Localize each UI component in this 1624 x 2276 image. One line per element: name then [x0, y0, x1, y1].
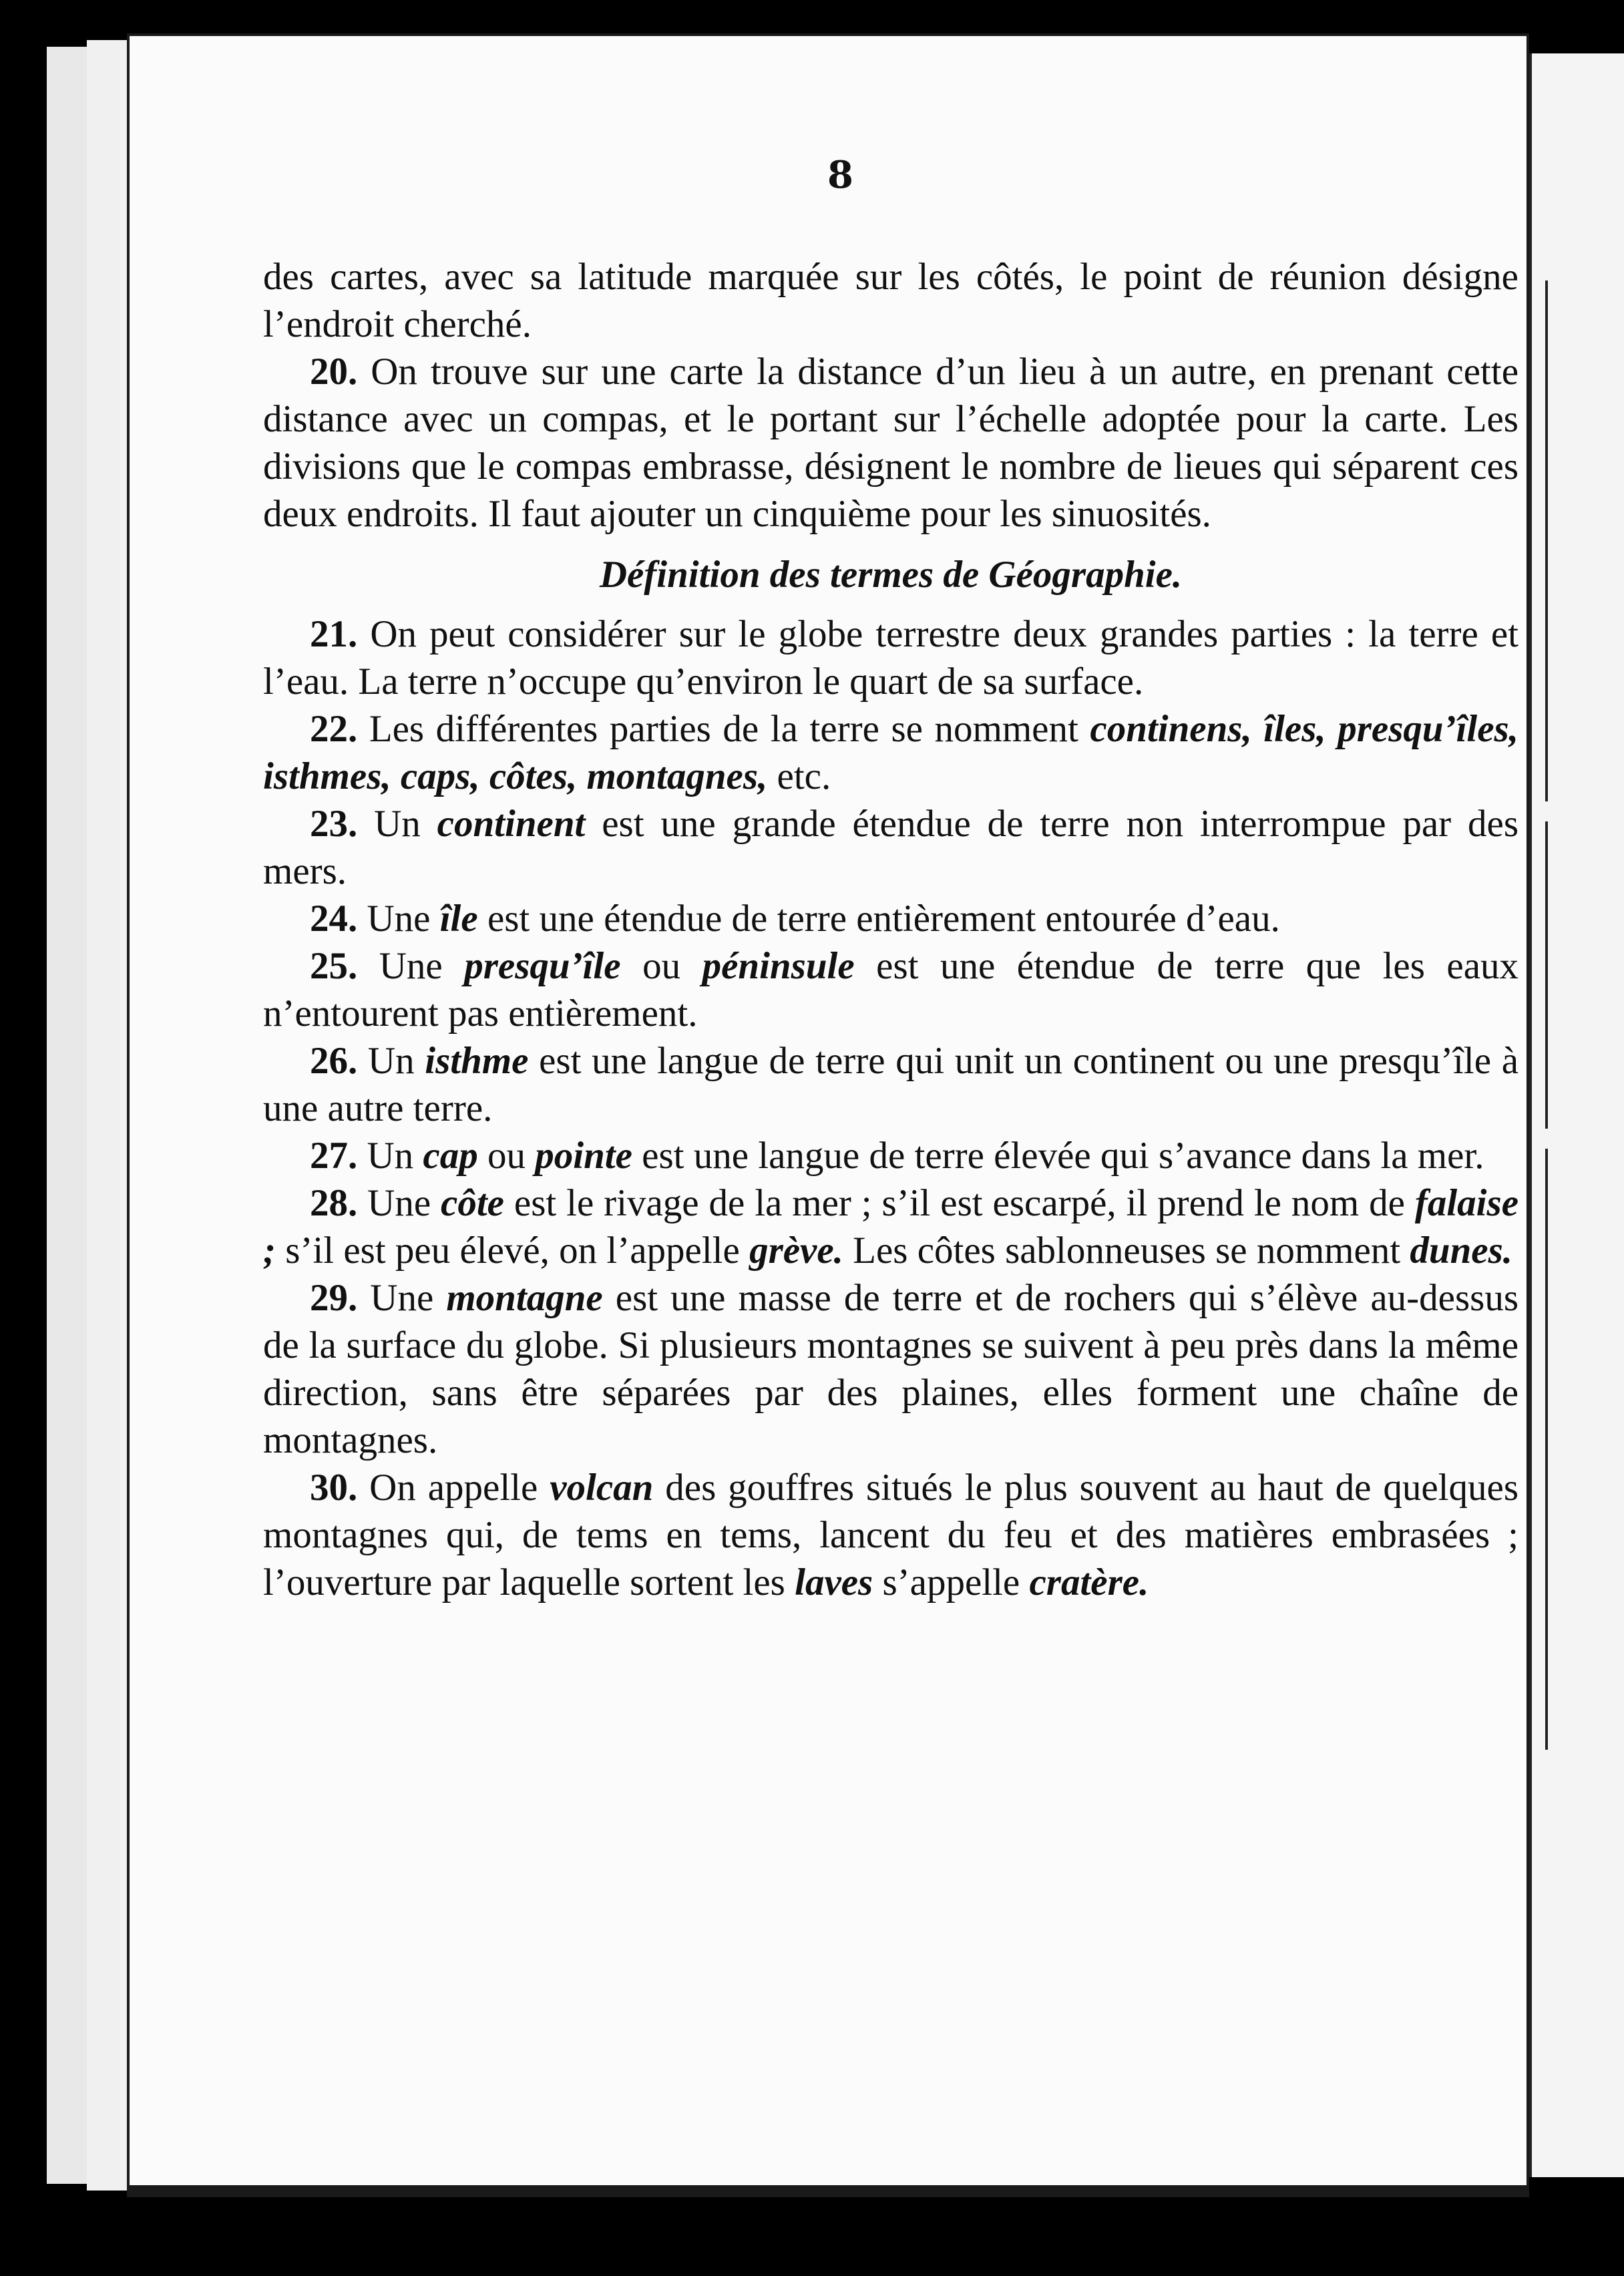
- numbered-paragraph: [263, 348, 1518, 538]
- paragraph-number: 21.: [310, 613, 358, 655]
- italic-term: côte: [441, 1182, 504, 1224]
- paragraph-number: 22.: [310, 708, 358, 750]
- paragraph-text: Une: [357, 945, 465, 987]
- italic-term: falaise ;: [263, 1182, 1518, 1272]
- paragraph-text: ou: [477, 1135, 536, 1177]
- paragraph-text: Une: [357, 1277, 447, 1319]
- paragraph-number: 25.: [310, 945, 358, 987]
- numbered-paragraph: [263, 942, 1518, 1037]
- paragraph-text: On appelle: [357, 1467, 550, 1509]
- paragraph-text: est une étendue de terre que les eaux n’entourent pas entièrement.: [263, 945, 1519, 1034]
- paragraph-text: ou: [620, 945, 702, 987]
- facing-page-edge: [1529, 53, 1624, 2177]
- italic-term: laves: [795, 1561, 873, 1603]
- italic-term: pointe: [535, 1135, 632, 1177]
- italic-term: cap: [423, 1135, 478, 1177]
- italic-term: montagne: [446, 1277, 603, 1319]
- page-number: 8: [827, 153, 853, 197]
- paragraph-text: Un: [357, 1135, 423, 1177]
- page-text-body: [263, 253, 1518, 1606]
- paragraph-number: 28.: [310, 1182, 358, 1224]
- paragraph-text: Les côtes sablonneuses se nomment: [843, 1229, 1410, 1272]
- numbered-paragraph: [263, 610, 1518, 705]
- italic-term: continens, îles, presqu’îles, isthmes, caps, côtes, montagnes,: [263, 708, 1518, 797]
- paragraph-number: 24.: [310, 898, 358, 940]
- italic-term: isthme: [425, 1040, 529, 1082]
- paragraph-text: Une: [357, 898, 440, 940]
- numbered-paragraph: [263, 1179, 1518, 1274]
- italic-term: grève.: [749, 1229, 843, 1272]
- paragraph-text: est une langue de terre élevée qui s’avance dans la mer.: [632, 1135, 1484, 1177]
- paragraph-number: 20.: [310, 351, 358, 393]
- paragraph-text: On trouve sur une carte la distance d’un lieu à un autre, en prenant cette distance avec un compas, et le portant sur l’échelle adoptée pour la carte. Les divisions que le compas embrasse, désignent le nombre de lieues qui séparent ces deux endroits. Il faut ajouter un cinquième pour les sinuosités.: [263, 351, 1518, 535]
- paragraph-text: est une masse de terre et de rochers qui s’élève au-dessus de la surface du globe. Si plusieurs montagnes se suivent à peu près dans la même direction, sans être séparées par des plaines, elles forment une chaîne de montagnes.: [263, 1277, 1519, 1461]
- paragraph-text: des gouffres situés le plus souvent au haut de quelques montagnes qui, de tems en tems, lancent du feu et des matières embrasées ; l’ouverture par laquelle sortent les: [263, 1467, 1518, 1603]
- numbered-paragraph: [263, 1132, 1518, 1179]
- paragraph-text: est le rivage de la mer ; s’il est escarpé, il prend le nom de: [503, 1182, 1415, 1224]
- book-page: [127, 33, 1529, 2197]
- italic-term: île: [439, 898, 478, 940]
- italic-term: continent: [437, 803, 586, 845]
- paragraph-text: On peut considérer sur le globe terrestre deux grandes parties : la terre et l’eau. La terre n’occupe qu’environ le quart de sa surface.: [263, 613, 1518, 703]
- paragraph-text: Une: [357, 1182, 441, 1224]
- paragraph-text: Un: [357, 1040, 425, 1082]
- paragraph-text: est une grande étendue de terre non interrompue par des mers.: [263, 803, 1518, 892]
- numbered-paragraph: [263, 1464, 1518, 1606]
- binding-shadow: [1545, 821, 1548, 1129]
- paragraph-text: s’il est peu élevé, on l’appelle: [275, 1229, 750, 1272]
- italic-term: péninsule: [702, 945, 855, 987]
- paragraph-text: Les différentes parties de la terre se nomment: [357, 708, 1090, 750]
- paragraph-number: 29.: [310, 1277, 358, 1319]
- numbered-paragraph: [263, 1274, 1518, 1464]
- italic-term: volcan: [550, 1467, 654, 1509]
- binding-shadow: [1545, 1149, 1548, 1750]
- paragraph-text: est une étendue de terre entièrement entourée d’eau.: [477, 898, 1280, 940]
- numbered-paragraph: [263, 1037, 1518, 1132]
- paragraph-text: est une langue de terre qui unit un continent ou une presqu’île à une autre terre.: [263, 1040, 1518, 1129]
- paragraph-text: etc.: [767, 755, 831, 797]
- paragraph-number: 23.: [310, 803, 358, 845]
- italic-term: cratère.: [1029, 1561, 1149, 1603]
- paragraph-text: Un: [357, 803, 437, 845]
- numbered-paragraph: [263, 895, 1518, 942]
- paragraph-number: 30.: [310, 1467, 358, 1509]
- numbered-paragraph: [263, 705, 1518, 800]
- paragraph-text: s’appelle: [873, 1561, 1030, 1603]
- section-heading: Définition des termes de Géographie.: [599, 554, 1183, 596]
- lead-paragraph: des cartes, avec sa latitude marquée sur les côtés, le point de réunion désigne l’endroit cherché.: [263, 256, 1518, 345]
- italic-term: dunes.: [1410, 1229, 1513, 1272]
- paragraph-number: 26.: [310, 1040, 358, 1082]
- paragraph-number: 27.: [310, 1135, 358, 1177]
- italic-term: presqu’île: [464, 945, 621, 987]
- page-stack-edge: [47, 47, 89, 2184]
- binding-shadow: [1545, 280, 1548, 801]
- numbered-paragraph: [263, 800, 1518, 895]
